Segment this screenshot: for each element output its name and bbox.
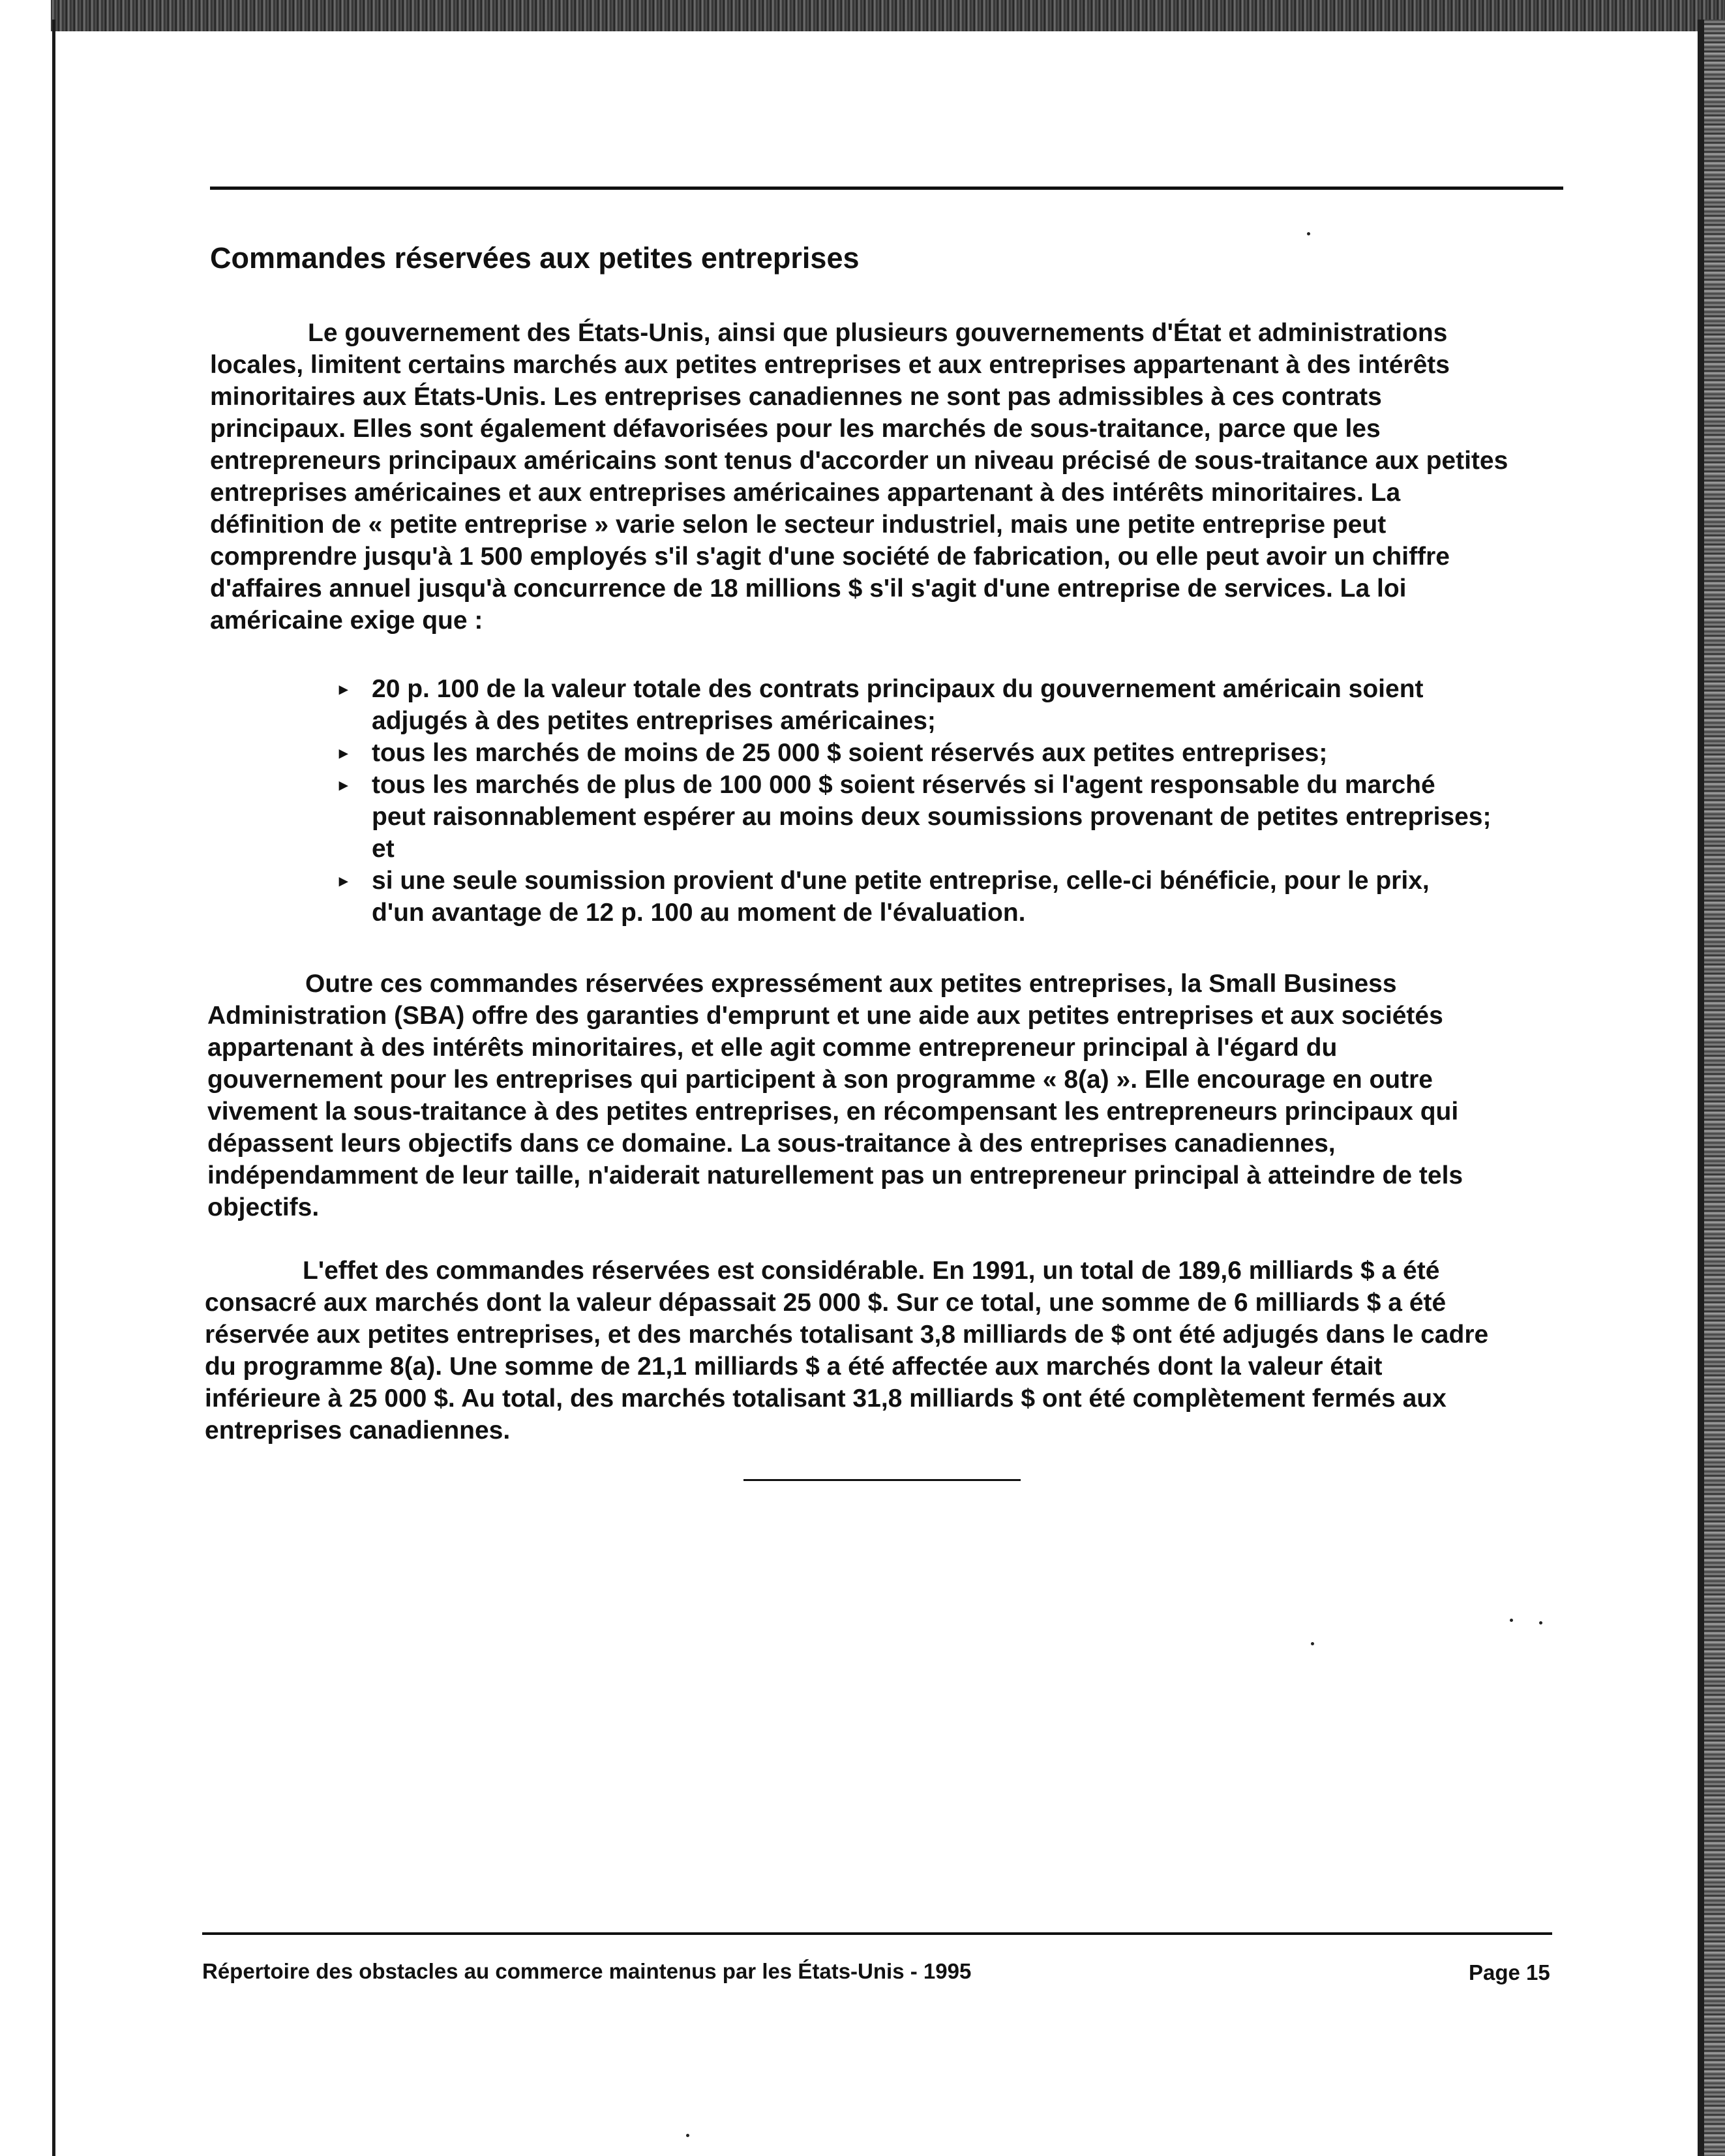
footer-page-number: Page 15: [1469, 1960, 1550, 1984]
scan-left-edge: [52, 20, 55, 2156]
scan-right-border: [1704, 20, 1725, 2156]
header-rule: [210, 187, 1563, 190]
paragraph-1: [210, 317, 1508, 636]
paragraph-2-line: appartenant à des intérêts minoritaires, et elle agit comme entrepreneur principal à l'égard du: [207, 1034, 1338, 1062]
bullet-marker-icon: ▸: [339, 743, 348, 762]
scan-speck: [1539, 1621, 1542, 1624]
scan-top-border: [0, 0, 1725, 31]
paragraph-3-line: du programme 8(a). Une somme de 21,1 milliards $ a été affectée aux marchés dont la valeur était: [205, 1353, 1383, 1381]
bullet-marker-icon: ▸: [339, 775, 348, 794]
bullet-marker-icon: ▸: [339, 679, 348, 698]
paragraph-2-line: Administration (SBA) offre des garanties d'emprunt et une aide aux petites entreprises et aux sociétés: [207, 1002, 1443, 1030]
scan-speck: [686, 2134, 689, 2137]
bullet-list: [339, 673, 1492, 929]
paragraph-2-line: Outre ces commandes réservées expressément aux petites entreprises, la Small Business: [305, 970, 1397, 998]
scan-speck: [1510, 1619, 1513, 1622]
bullet-line: peut raisonnablement espérer au moins deux soumissions provenant de petites entreprises;: [372, 803, 1492, 831]
bullet-line: adjugés à des petites entreprises américaines;: [372, 707, 936, 735]
paragraph-3-line: entreprises canadiennes.: [205, 1416, 511, 1445]
paragraph-1-line: d'affaires annuel jusqu'à concurrence de 18 millions $ s'il s'agit d'une entreprise de services. La loi: [210, 575, 1407, 603]
section-title: Commandes réservées aux petites entreprises: [210, 241, 860, 275]
bullet-item: [339, 769, 1492, 865]
bullet-line: et: [372, 835, 395, 863]
paragraph-1-line: définition de « petite entreprise » varie selon le secteur industriel, mais une petite entreprise peut: [210, 511, 1387, 539]
paragraph-1-line: locales, limitent certains marchés aux petites entreprises et aux entreprises appartenant à des intérêts: [210, 351, 1450, 379]
bullet-line: tous les marchés de plus de 100 000 $ soient réservés si l'agent responsable du marché: [372, 771, 1435, 799]
bullet-marker-icon: ▸: [339, 871, 348, 890]
bullet-line: si une seule soumission provient d'une petite entreprise, celle-ci bénéficie, pour le prix,: [372, 867, 1430, 895]
paragraph-2-line: indépendamment de leur taille, n'aiderait naturellement pas un entrepreneur principal à atteindre de tels: [207, 1161, 1463, 1190]
paragraph-3: [205, 1255, 1488, 1446]
paragraph-3-line: inférieure à 25 000 $. Au total, des marchés totalisant 31,8 milliards $ ont été complètement fermés aux: [205, 1385, 1447, 1413]
bullet-item: [339, 673, 1491, 737]
scan-speck: [1311, 1642, 1314, 1645]
paragraph-1-line: comprendre jusqu'à 1 500 employés s'il s'agit d'une société de fabrication, ou elle peut avoir un chiffre: [210, 543, 1450, 571]
footer-publication-title: Répertoire des obstacles au commerce maintenus par les États-Unis - 1995: [202, 1959, 972, 1983]
paragraph-1-line: entreprises américaines et aux entreprises américaines appartenant à des intérêts minoritaires. La: [210, 479, 1401, 507]
paragraph-3-line: L'effet des commandes réservées est considérable. En 1991, un total de 189,6 milliards $ a été: [303, 1257, 1440, 1285]
footer-rule: [202, 1932, 1552, 1935]
paragraph-1-line: entrepreneurs principaux américains sont tenus d'accorder un niveau précisé de sous-traitance aux petites: [210, 447, 1508, 475]
paragraph-1-line: minoritaires aux États-Unis. Les entreprises canadiennes ne sont pas admissibles à ces contrats: [210, 383, 1382, 411]
paragraph-2-line: dépassent leurs objectifs dans ce domaine. La sous-traitance à des entreprises canadiennes,: [207, 1130, 1336, 1158]
paragraph-2-line: vivement la sous-traitance à des petites entreprises, en récompensant les entrepreneurs principaux qui: [207, 1098, 1459, 1126]
scan-left-margin: [0, 0, 51, 2156]
paragraph-2-line: gouvernement pour les entreprises qui participent à son programme « 8(a) ». Elle encourage en outre: [207, 1066, 1433, 1094]
scan-right-edge: [1698, 20, 1704, 2156]
paragraph-1-line: principaux. Elles sont également défavorisées pour les marchés de sous-traitance, parce que les: [210, 415, 1381, 443]
paragraph-3-line: consacré aux marchés dont la valeur dépassait 25 000 $. Sur ce total, une somme de 6 milliards $ a été: [205, 1289, 1447, 1317]
paragraph-2-line: objectifs.: [207, 1193, 320, 1221]
bullet-line: tous les marchés de moins de 25 000 $ soient réservés aux petites entreprises;: [372, 739, 1328, 767]
section-end-rule: [743, 1479, 1021, 1481]
paragraph-3-line: réservée aux petites entreprises, et des marchés totalisant 3,8 milliards de $ ont été adjugés dans le cadre: [205, 1321, 1489, 1349]
bullet-item: [339, 737, 1491, 769]
bullet-item: [339, 865, 1491, 929]
paragraph-1-line: Le gouvernement des États-Unis, ainsi que plusieurs gouvernements d'État et administrations: [308, 319, 1448, 347]
bullet-line: 20 p. 100 de la valeur totale des contrats principaux du gouvernement américain soient: [372, 675, 1424, 703]
bullet-line: d'un avantage de 12 p. 100 au moment de l'évaluation.: [372, 899, 1026, 927]
scan-speck: [1307, 232, 1310, 235]
paragraph-1-line: américaine exige que :: [210, 606, 483, 635]
paragraph-2: [207, 968, 1463, 1223]
